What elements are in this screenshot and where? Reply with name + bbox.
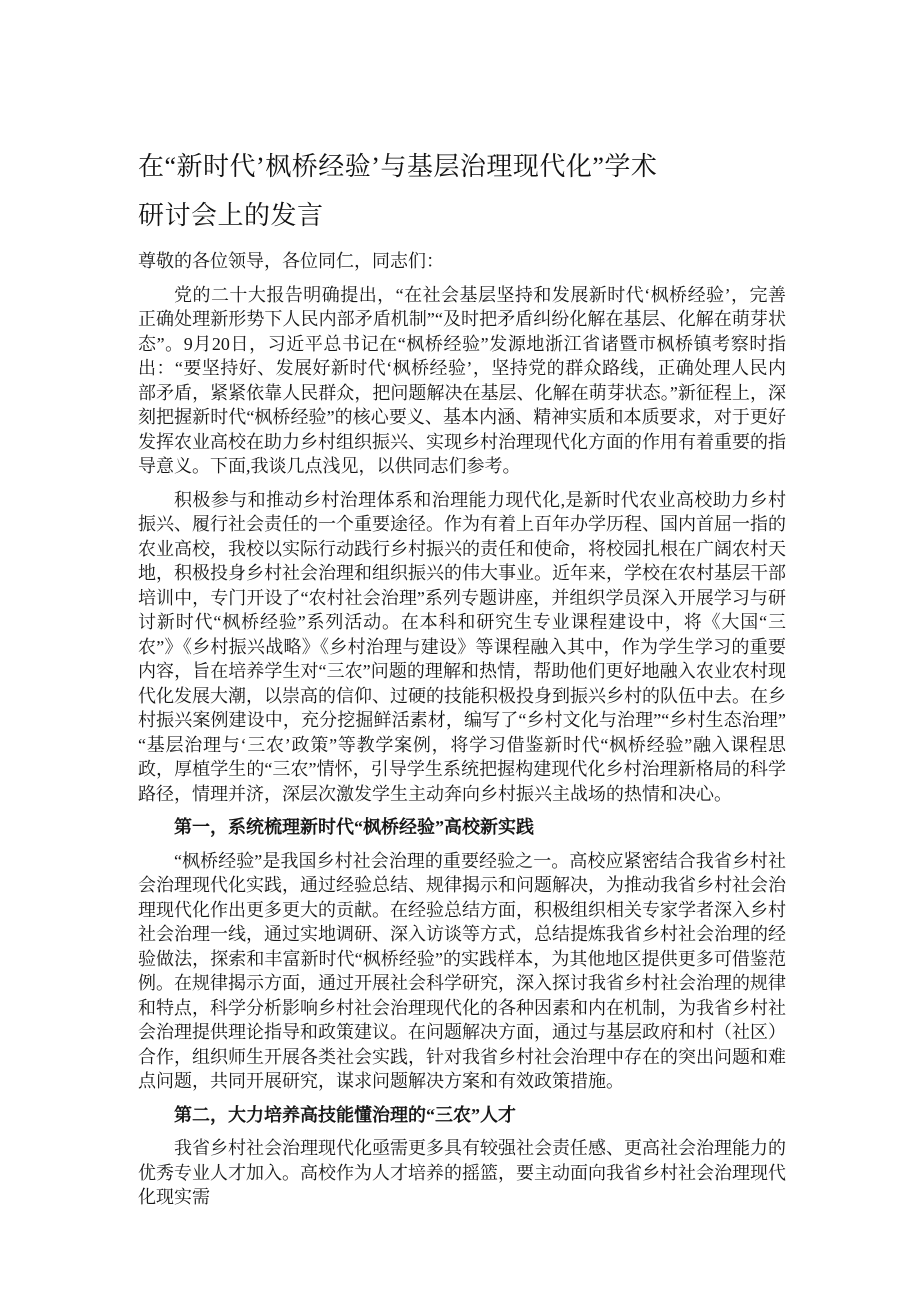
document-title bbox=[138, 142, 786, 240]
section-heading: 第二，大力培养高技能懂治理的“三农”人才 bbox=[174, 1104, 516, 1125]
greeting-line: 尊敬的各位领导，各位同仁，同志们： bbox=[138, 251, 444, 271]
document-content bbox=[138, 142, 786, 1210]
body-paragraph: 党的二十大报告明确提出，“在社会基层坚持和发展新时代‘枫桥经验’，完善正确处理新形势下人民内部矛盾机制”“及时把矛盾纠纷化解在基层、化解在萌芽状态”。9月20日，习近平总书记在“枫桥经验”发源地浙江省诸暨市枫桥镇考察时指出：“要坚持好、发展好新时代‘枫桥经验’，坚持党的群众路线，正确处理人民内部矛盾，紧紧依靠人民群众，把问题解决在基层、化解在萌芽状态。”新征程上，深刻把握新时代“枫桥经验”的核心要义、基本内涵、精神实质和本质要求，对于更好发挥农业高校在助力乡村组织振兴、实现乡村治理现代化方面的作用有着重要的指导意义。下面,我谈几点浅见，以供同志们参考。 bbox=[138, 284, 786, 476]
body-paragraph: 积极参与和推动乡村治理体系和治理能力现代化,是新时代农业高校助力乡村振兴、履行社会责任的一个重要途径。作为有着上百年办学历程、国内首屈一指的农业高校，我校以实际行动践行乡村振兴的责任和使命，将校园扎根在广阔农村天地，积极投身乡村社会治理和组织振兴的伟大事业。近年来，学校在农村基层干部培训中，专门开设了“农村社会治理”系列专题讲座，并组织学员深入开展学习与研讨新时代“枫桥经验”系列活动。在本科和研究生专业课程建设中，将《大国“三农”》《乡村振兴战略》《乡村治理与建设》等课程融入其中，作为学生学习的重要内容，旨在培养学生对“三农”问题的理解和热情，帮助他们更好地融入农业农村现代化发展大潮，以崇高的信仰、过硬的技能积极投身到振兴乡村的队伍中去。在乡村振兴案例建设中，充分挖掘鲜活素材，编写了“乡村文化与治理”“乡村生态治理”“基层治理与‘三农’政策”等教学案例，将学习借鉴新时代“枫桥经验”融入课程思政，厚植学生的“三农”情怀，引导学生系统把握构建现代化乡村治理新格局的科学路径，情理并济，深层次激发学生主动奔向乡村振兴主战场的热情和决心。 bbox=[138, 489, 786, 804]
document-title-line-1: 在“新时代’枫桥经验’与基层治理现代化”学术 bbox=[138, 152, 658, 181]
body-paragraph: 我省乡村社会治理现代化亟需更多具有较强社会责任感、更高社会治理能力的优秀专业人才加入。高校作为人才培养的摇篮，要主动面向我省乡村社会治理现代化现实需 bbox=[138, 1138, 786, 1207]
document-body bbox=[138, 249, 786, 1210]
document-title-line-2: 研讨会上的发言 bbox=[138, 201, 324, 230]
section-heading: 第一，系统梳理新时代“枫桥经验”高校新实践 bbox=[174, 817, 534, 837]
body-paragraph: “枫桥经验”是我国乡村社会治理的重要经验之一。高校应紧密结合我省乡村社会治理现代化实践，通过经验总结、规律揭示和问题解决，为推动我省乡村社会治理现代化作出更多更大的贡献。在经验总结方面，积极组织相关专家学者深入乡村社会治理一线，通过实地调研、深入访谈等方式，总结提炼我省乡村社会治理的经验做法，探索和丰富新时代“枫桥经验”的实践样本，为其他地区提供更多可借鉴范例。在规律揭示方面，通过开展社会科学研究，深入探讨我省乡村社会治理的规律和特点，科学分析影响乡村社会治理现代化的各种因素和内在机制，为我省乡村社会治理提供理论指导和政策建议。在问题解决方面，通过与基层政府和村（社区）合作，组织师生开展各类社会实践，针对我省乡村社会治理中存在的突出问题和难点问题，共同开展研究，谋求问题解决方案和有效政策措施。 bbox=[138, 850, 786, 1091]
